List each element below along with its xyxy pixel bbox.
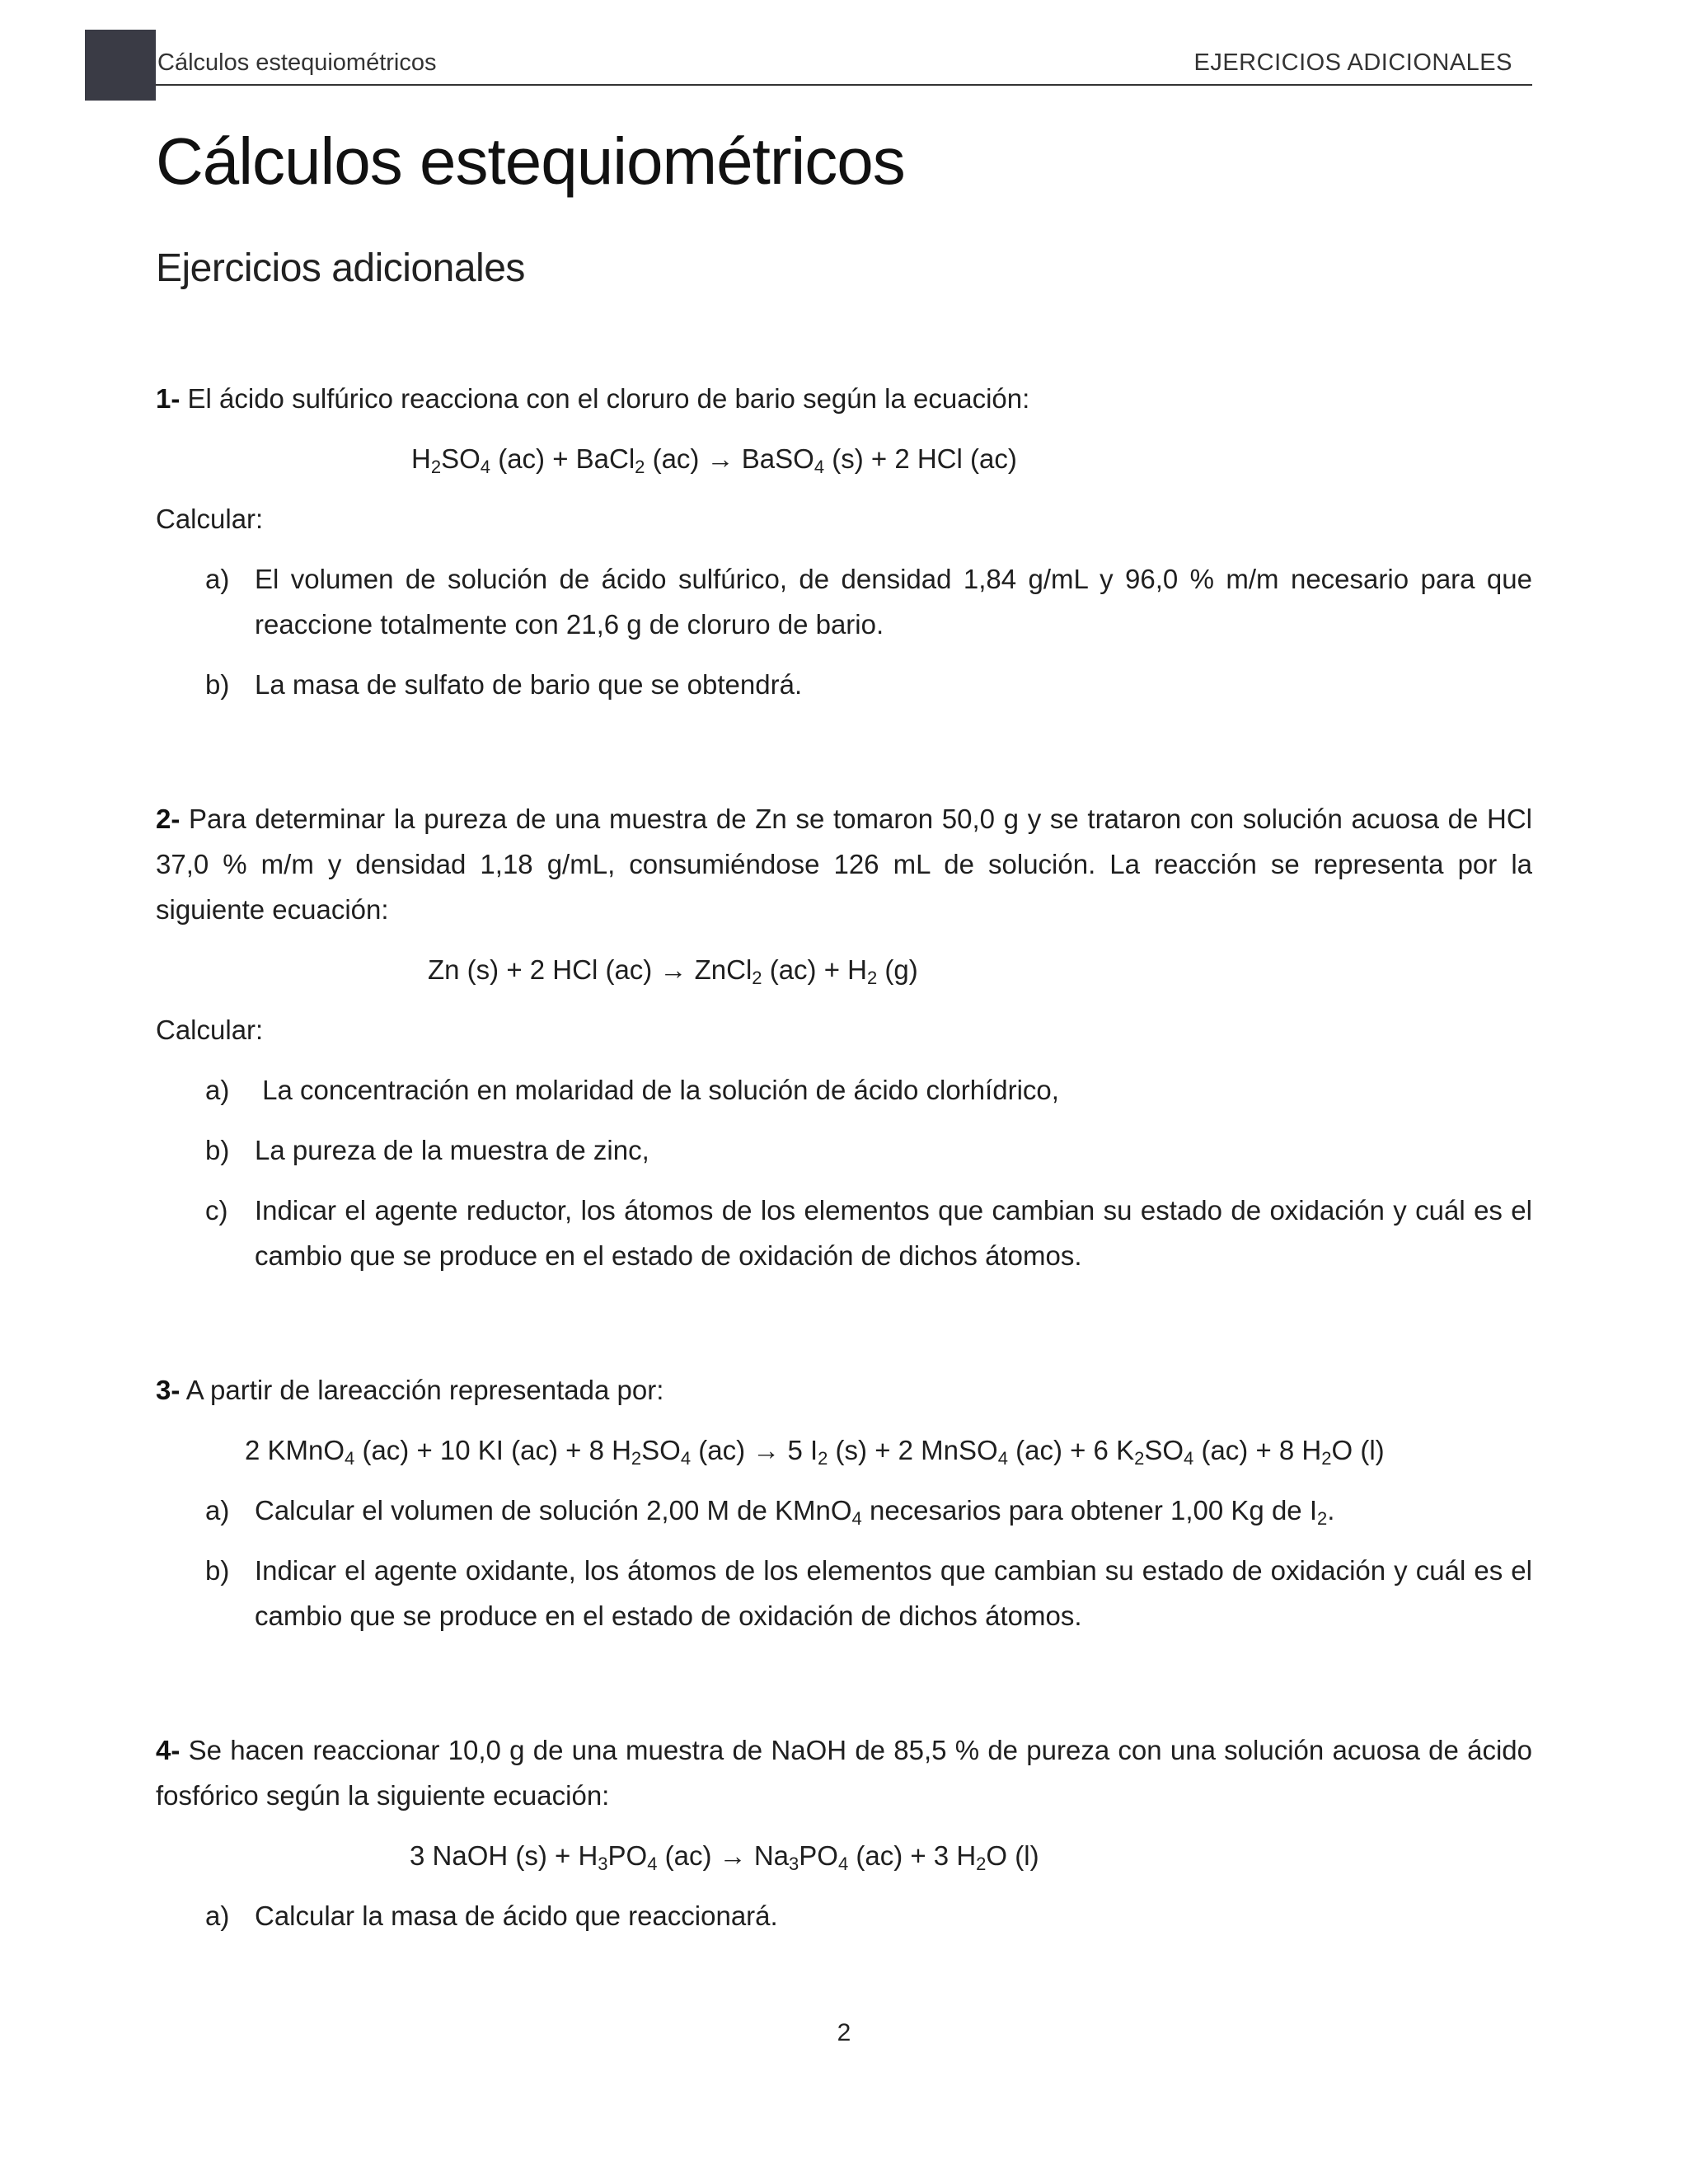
calcular-label: Calcular:	[156, 1015, 264, 1045]
calcular-label: Calcular:	[156, 504, 264, 534]
page-number: 2	[837, 2019, 851, 2046]
exercise-2-statement: 2- Para determinar la pureza de una muestra de Zn se tomaron 50,0 g y se trataron con solución acuosa de HCl 37,0 % m/m y densidad 1,18 g/mL, consumiéndose 126 mL de solución. La reacción se representa por la siguiente ecuación:	[156, 804, 1532, 925]
exercise-number: 4-	[156, 1735, 181, 1765]
chemical-equation: Zn (s) + 2 HCl (ac) → ZnCl$_2$ $(ac) + H_2$ (g)	[428, 954, 918, 988]
exercise-3-statement: 3- A partir de lareacción representada por:	[156, 1375, 664, 1405]
chemical-equation: $H_2SO_4$ (ac) + BaCl$_2$ (ac) → BaSO$_4$ (s) + 2 HCl (ac)	[411, 443, 1017, 477]
chemical-equation: 2 KMnO$_4$ (ac) + 10 KI (ac) + 8 $H_2SO_4$ (ac) → 5 $I_2$ (s) + 2 MnSO$_4$ (ac) + 6 $K_2SO_4$ (ac) + 8 $H_2O$ (l)	[245, 1435, 1385, 1469]
document-title: Cálculos estequiométricos	[156, 124, 905, 198]
question-item: b) La masa de sulfato de bario que se obtendrá.	[205, 669, 803, 700]
question-list	[156, 1067, 1532, 1278]
exercise-1	[156, 376, 1532, 707]
question-list	[156, 1893, 1532, 1938]
exercise-number: 1-	[156, 383, 181, 414]
question-item: a) El volumen de solución de ácido sulfúrico, de densidad 1,84 g/mL y 96,0 % m/m necesario para que reaccione totalmente con 21,6 g de cloruro de bario.	[205, 564, 1532, 640]
page-header	[156, 46, 1532, 86]
exercise-number: 3-	[156, 1375, 181, 1405]
question-item: a) Calcular la masa de ácido que reaccionará.	[205, 1900, 778, 1931]
question-item: b) La pureza de la muestra de zinc,	[205, 1135, 649, 1165]
question-list	[156, 556, 1532, 707]
question-item: a) La concentración en molaridad de la solución de ácido clorhídrico,	[205, 1075, 1059, 1105]
header-right-title: EJERCICIOS ADICIONALES	[1193, 49, 1512, 76]
chemical-equation: 3 NaOH $(s) + H_3PO_4$ $(ac) \to Na_3PO_4$ (ac) + 3 $H_2O$ (l)	[410, 1840, 1039, 1874]
exercise-4-statement: 4- Se hacen reaccionar 10,0 g de una muestra de NaOH de 85,5 % de pureza con una solución acuosa de ácido fosfórico según la siguiente ecuación:	[156, 1735, 1532, 1811]
exercise-2	[156, 796, 1532, 1278]
question-list	[156, 1488, 1532, 1638]
exercise-1-statement: 1- El ácido sulfúrico reacciona con el cloruro de bario según la ecuación:	[156, 383, 1030, 414]
question-item: a) Calcular el volumen de solución 2,00 M de KMnO$_4$ necesarios para obtener 1,00 Kg de $I_2$.	[205, 1495, 1335, 1529]
document-subtitle: Ejercicios adicionales	[156, 246, 525, 290]
exercise-3	[156, 1367, 1532, 1638]
exercise-number: 2-	[156, 804, 181, 834]
exercises-content	[156, 376, 1532, 2027]
exercise-4	[156, 1727, 1532, 1938]
header-corner-block	[85, 30, 156, 101]
question-item: b) Indicar el agente oxidante, los átomos de los elementos que cambian su estado de oxidación y cuál es el cambio que se produce en el estado de oxidación de dichos átomos.	[205, 1555, 1532, 1631]
question-item: c) Indicar el agente reductor, los átomos de los elementos que cambian su estado de oxidación y cuál es el cambio que se produce en el estado de oxidación de dichos átomos.	[205, 1195, 1532, 1271]
header-left-title: Cálculos estequiométricos	[157, 49, 437, 76]
